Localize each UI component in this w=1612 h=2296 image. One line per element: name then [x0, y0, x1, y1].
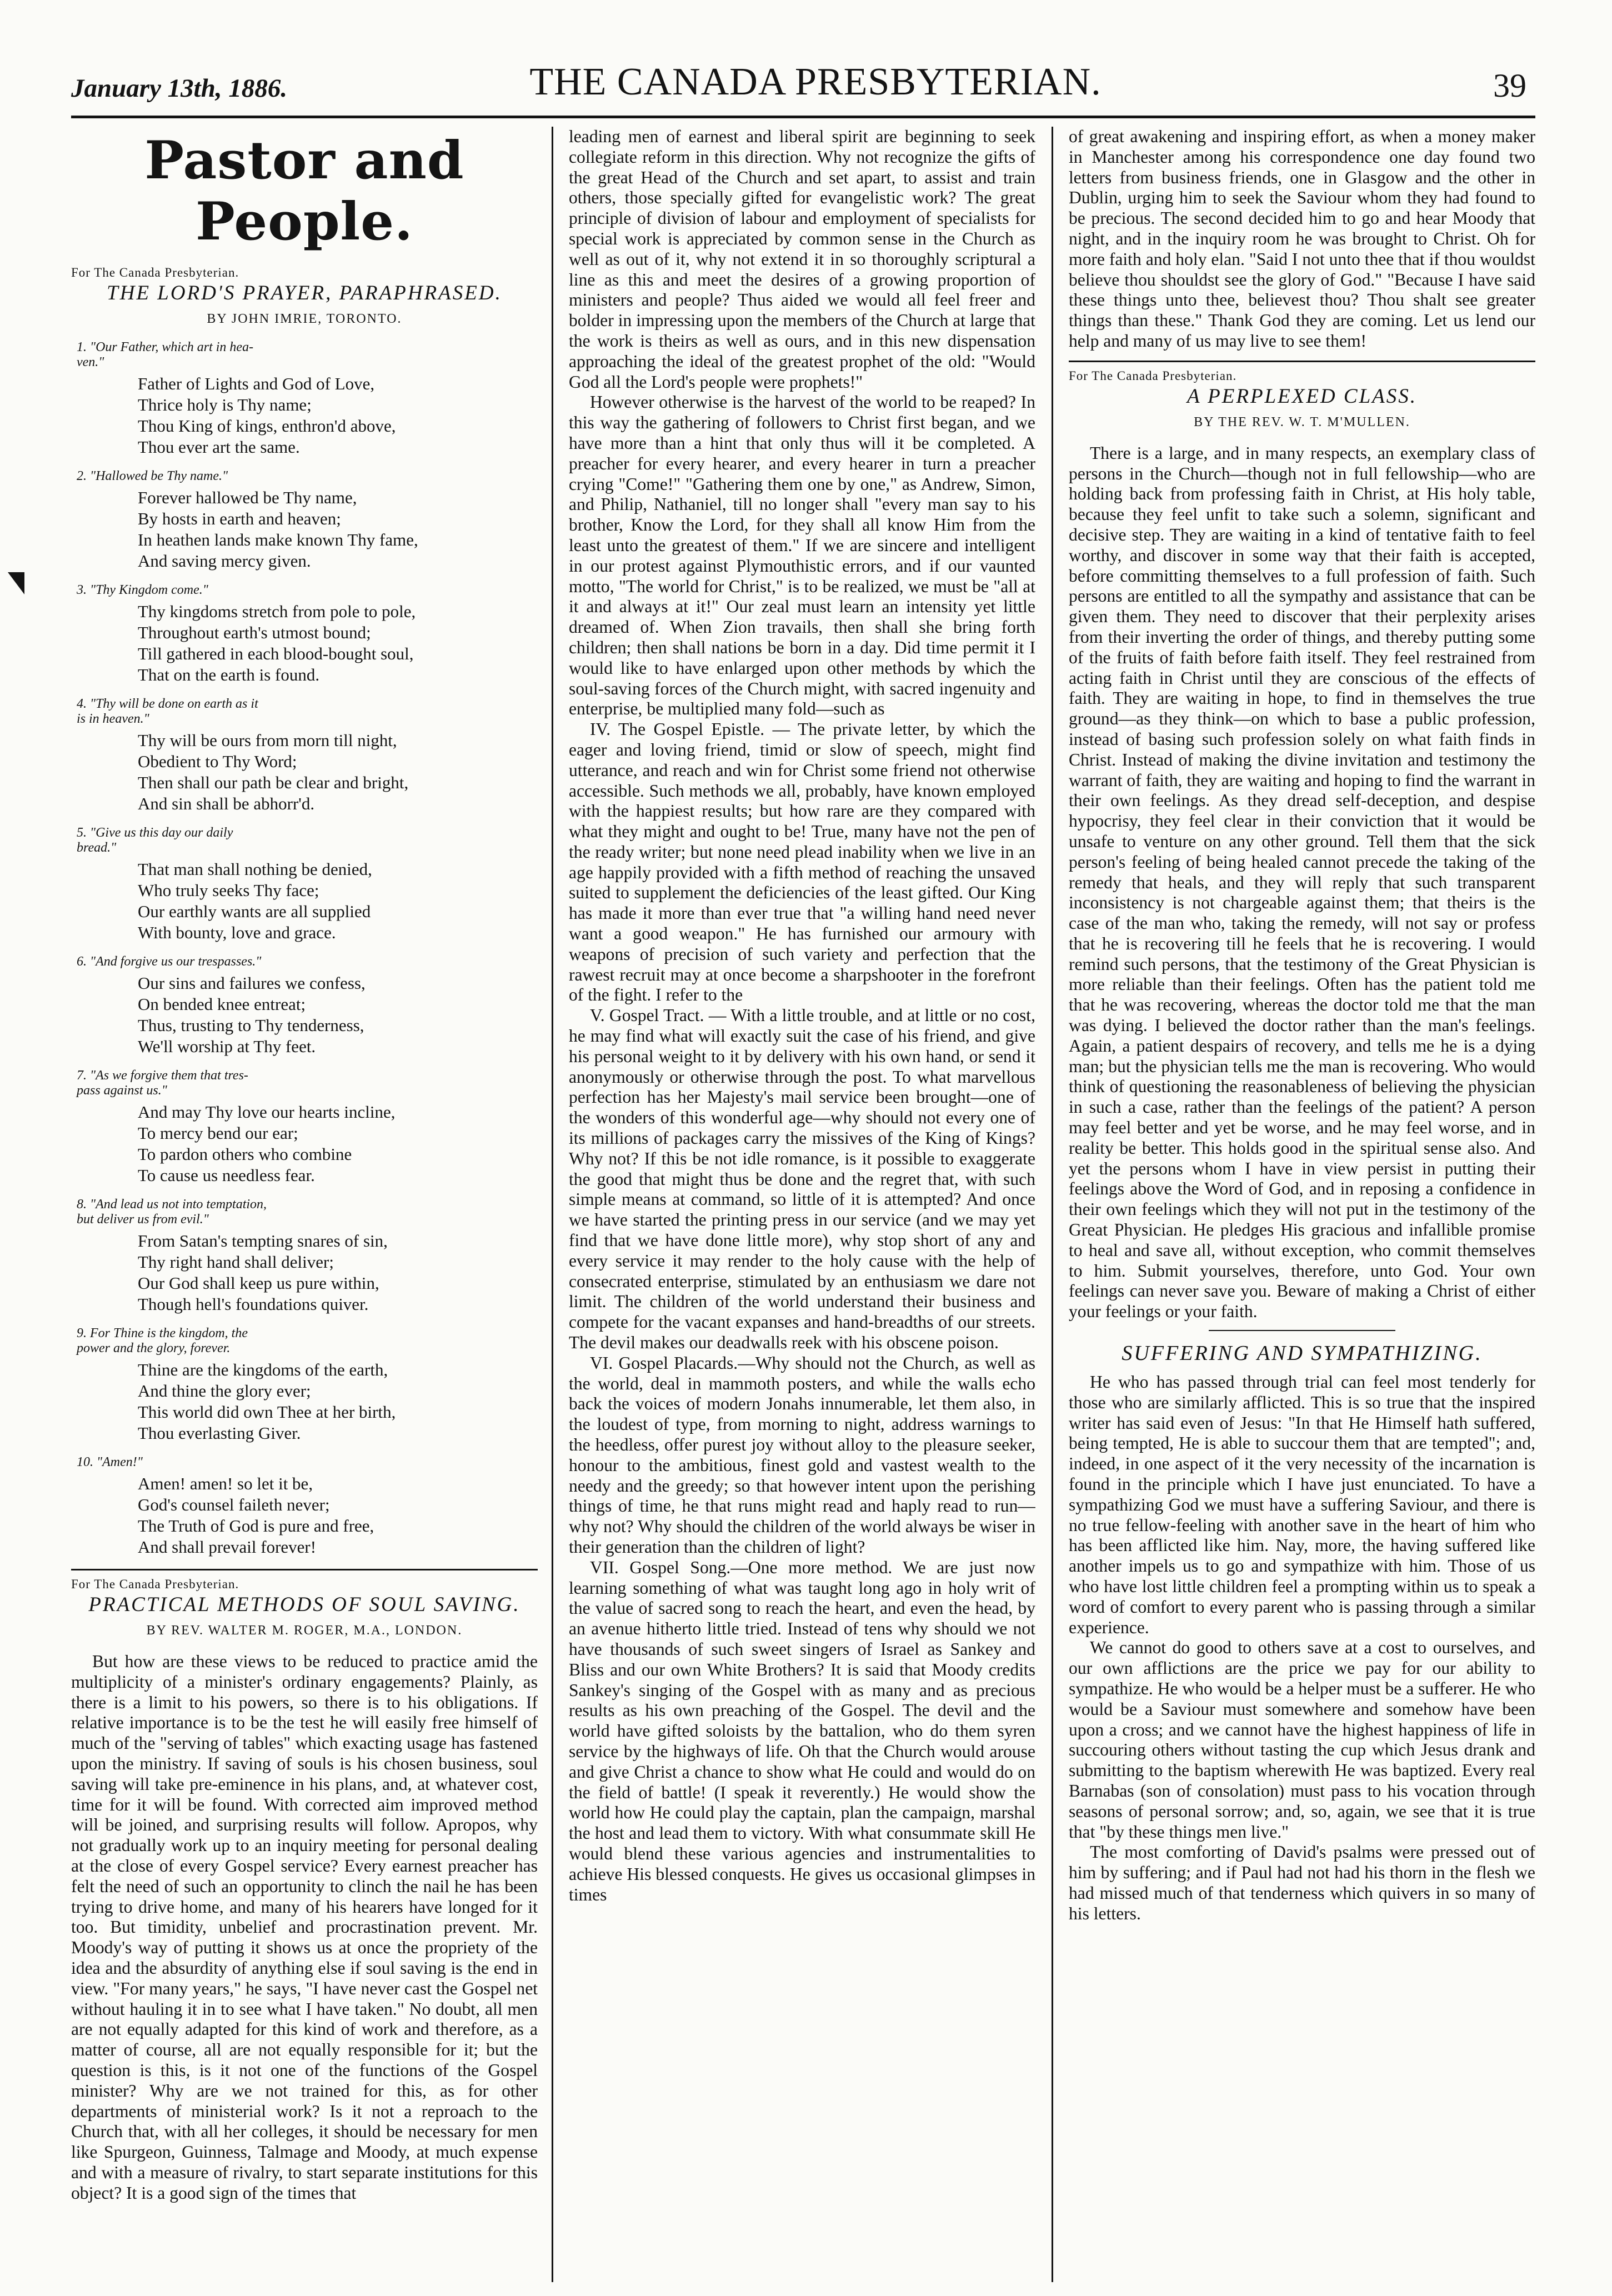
poem-stanza — [71, 1326, 538, 1444]
stanza-heading: 9. For Thine is the kingdom, the power and the glory, forever. — [77, 1326, 248, 1355]
stanza-heading: 5. "Give us this day our daily bread." — [77, 826, 233, 855]
article-paragraph: leading men of earnest and liberal spirit are beginning to seek collegiate reform in this direction. Why not recognize the gifts of the great Head of the Church and set apart, to assist and train others, those specially gifted for evangelistic work? The great principle of division of labour and employment of specialists for special work is appreciated by common sense in the Church as well as out of it, why not extend it in so thoroughly scriptural a line as this and meet the desires of a growing proportion of ministers and people? Thus aided we would all feel freer and bolder in impressing upon the members of the Church at large that the work is theirs as well as ours, and in this new dispensation approaching the ideal of the greatest prophet of the old: "Would God all the Lord's people were prophets!" — [569, 127, 1035, 392]
article-paragraph: V. Gospel Tract. — With a little trouble, and at little or no cost, he may find what will exactly suit the case of his friend, and give his personal weight to it by delivery with his own hand, or send it anonymously or otherwise through the post. To what marvellous perfection has her Majesty's mail service been brought—one of the wonders of this wonderful age—why should not every one of its millions of packages carry the missives of the King of Kings? Why not? If this be not idle romance, is it possible to exaggerate the good that might thus be done and the regret that, with such simple means at command, so little of it is attempted? And once we have started the printing press in our service (and we may yet find that we have done little more), why stop short of any and every service it may render to the holy cause with the help of consecrated enterprise, stimulated by an enthusiasm we dare not limit. The children of the world understand their business and compete for the vacant expanses and hand-breadths of our streets. The devil makes our deadwalls reek with his obscene poison. — [569, 1006, 1035, 1353]
stanza-lines: And may Thy love our hearts incline, To mercy bend our ear; To pardon others who combine To cause us needless fear. — [138, 1102, 396, 1185]
poem-stanza — [71, 826, 538, 943]
stanza-lines: That man shall nothing be denied, Who truly seeks Thy face; Our earthly wants are all supplied With bounty, love and grace. — [138, 859, 372, 942]
stanza-lines: Amen! amen! so let it be, God's counsel faileth never; The Truth of God is pure and free, And shall prevail forever! — [138, 1474, 374, 1557]
newspaper-title: THE CANADA PRESBYTERIAN. — [529, 61, 1102, 103]
article-separator — [71, 1569, 538, 1570]
poem-for-line: For The Canada Presbyterian. — [71, 266, 239, 279]
article-paragraph: of great awakening and inspiring effort, as when a money maker in Manchester among his correspondence one day found two letters from business friends, one in Glasgow and the other in Dublin, urging him to seek the Saviour whom they had found to be precious. The second decided him to go and hear Moody that night, and in the inquiry room he was brought to Christ. Oh for more faith and holy elan. "Said I not unto thee that if thou wouldst believe thou shouldst see the glory of God." "Because I have said these things unto thee, believest thou? Thou shalt see greater things than these." Thank God they are coming. Let us lend our help and many of us may live to see them! — [1069, 127, 1535, 351]
article-title: PRACTICAL METHODS OF SOUL SAVING. — [88, 1593, 520, 1616]
article-paragraph: But how are these views to be reduced to practice amid the multiplicity of a minister's ordinary engagements? Plainly, as there is a limit to his powers, so there is to his obligations. If relative importance is to be the test he will easily free himself of much of the "serving of tables" which exacting usage has fastened upon the ministry. If saving of souls is his chosen business, soul saving will take pre-eminence in his plans, and, at whatever cost, time for it will be found. With corrected aim improved method will be joined, and surprising results will follow. Apropos, why not gradually work up to an inquiry meeting for personal dealing at the close of every Gospel service? Every earnest preacher has felt the need of such an opportunity to clinch the nail he has been trying to drive home, and many of his hearers have longed for it too. But timidity, unbelief and procrastination prevent. Mr. Moody's way of putting it shows us at once the propriety of the idea and the absurdity of anything else if soul saving is the end in view. "For many years," he says, "I have never cast the Gospel net without hauling it in to see what I have taken." No doubt, all men are not equally adapted for this kind of work and therefore, as a matter of course, all are not equally responsible for it; but the question is this, is it not one of the functions of the Gospel minister? Why are we not trained for this, as for other departments of ministerial work? Is it not a reproach to the Church that, with all her colleges, it should be necessary for men like Spurgeon, Guinness, Talmage and Moody, at much expense and with a measure of rivalry, to start separate institutions for this object? It is a good sign of the times that — [71, 1652, 538, 2203]
article-paragraph: However otherwise is the harvest of the world to be reaped? In this way the gathering of followers to Christ first began, and we have more than a hint that only thus will it be completed. A preacher for every hearer, and every hearer in turn a preacher crying "Come!" "Gathering them one by one," as Andrew, Simon, and Philip, Nathaniel, till no longer shall "every man say to his brother, Know the Lord, for they shall all know Him from the least unto the greatest of them." If we are sincere and intelligent in our protest against Plymouthistic errors, and if our vaunted motto, "The world for Christ," is to be realized, we must be "all at it and always at it!" Our zeal must learn an intensity yet little dreamed of. When Zion travails, then shall she bring forth children; then shall nations be born in a day. Did time permit it I would like to have enlarged upon other methods by which the soul-saving forces of the Church might, with sacred ingenuity and enterprise, be multiplied many fold—such as — [569, 392, 1035, 719]
poem-stanza — [71, 340, 538, 458]
poem-stanza — [71, 583, 538, 686]
stanza-lines: Thine are the kingdoms of the earth, And thine the glory ever; This world did own Thee at her birth, Thou everlasting Giver. — [138, 1360, 396, 1443]
article-paragraph: IV. The Gospel Epistle. — The private letter, by which the eager and loving friend, timid or slow of speech, might find utterance, and reach and win for Christ some friend not otherwise accessible. Such methods we all, probably, have known employed with the happiest results; but how rare are they compared with what they might and ought to be! True, many have not the pen of the ready writer; but none need plead inability when we live in an age happily provided with a fifth method of reaching the unsaved suited to supplement the deficiencies of the least gifted. Our King has made it more than ever true that "a willing hand need never want a good weapon." He has furnished our armoury with weapons of precision of such variety and perfection that the rawest recruit may at once become a sharpshooter in the forefront of the fight. I refer to the — [569, 719, 1035, 1005]
stanza-lines: Thy kingdoms stretch from pole to pole, Throughout earth's utmost bound; Till gathered in each blood-bought soul, That on the earth is found. — [138, 602, 416, 684]
article-paragraph: VI. Gospel Placards.—Why should not the Church, as well as the world, deal in mammoth posters, and while the walls echo back the voices of modern Jonahs innumerable, let them also, in the loudest of type, from morning to night, address warnings to the heedless, offer purest joy without alloy to the pleasure seeker, honour to the ambitious, finest gold and vastest wealth to the needy and the greedy; so that however intent upon the perishing things of time, he that runs might read and haply read to run—why not? Why should the children of the world always be wiser in their generation than the children of light? — [569, 1353, 1035, 1557]
article-separator — [1209, 1330, 1395, 1331]
header-rule — [71, 116, 1535, 118]
article-byline: BY THE REV. W. T. M'MULLEN. — [1194, 414, 1410, 429]
poem-title: THE LORD'S PRAYER, PARAPHRASED. — [107, 282, 502, 304]
column-2 — [569, 127, 1035, 2288]
page-header — [71, 60, 1526, 110]
poem-stanza — [71, 954, 538, 1057]
article-for-line: For The Canada Presbyterian. — [1069, 368, 1237, 383]
article-title: A PERPLEXED CLASS. — [1187, 384, 1418, 408]
stanza-lines: Our sins and failures we confess, On bended knee entreat; Thus, trusting to Thy tenderness, We'll worship at Thy feet. — [138, 973, 366, 1056]
issue-date: January 13th, 1886. — [71, 74, 288, 103]
article-paragraph: VII. Gospel Song.—One more method. We are just now learning something of what was taught long ago in holy writ of the value of sacred song to reach the heart, and even the head, by an avenue hitherto little tried. Instead of tens why should we not have thousands of such sweet singers of Israel as Sankey and Bliss and our own White Brothers? It is said that Moody credits Sankey's singing of the Gospel with as many and as precious results as his own preaching of the Gospel. The devil and the world have gifted soloists by the battalion, who do them syren service by the highways of life. Oh that the Church would arouse and give Christ a chance to show what He could and would do on the field of battle! (I speak it reverently.) He would show the world how He could play the captain, plan the campaign, marshal the host and lead them to victory. With what consummate skill He would blend these various agencies and instrumentalities to achieve His blessed conquests. He gives us occasional glimpses in times — [569, 1557, 1035, 1904]
stanza-heading: 10. "Amen!" — [77, 1455, 143, 1469]
stanza-lines: From Satan's tempting snares of sin, Thy right hand shall deliver; Our God shall keep us pure within, Though hell's foundations quiver. — [138, 1231, 388, 1314]
article-paragraph: He who has passed through trial can feel most tenderly for those who are similarly afflicted. This is so true that the inspired writer has said even of Jesus: "In that He Himself hath suffered, being tempted, He is able to succour them that are tempted"; and, indeed, in one aspect of it the very necessity of the incarnation is found in the principle which I have just enunciated. To have a sympathizing God we must have a suffering Saviour, and there is no true fellow-feeling with another save in the heart of him who has been afflicted like him. Nay, more, the having suffered like another impels us to go and sympathize with him. Those of us who have lost little children feel a prompting within us to speak a word of comfort to every parent who is passing through a similar experience. — [1069, 1372, 1535, 1637]
margin-mark — [8, 572, 24, 594]
poem-stanza — [71, 1455, 538, 1558]
poem-stanza — [71, 697, 538, 814]
stanza-heading: 6. "And forgive us our trespasses." — [77, 954, 262, 969]
stanza-heading: 3. "Thy Kingdom come." — [77, 583, 208, 597]
poem-stanza — [71, 469, 538, 572]
column-3 — [1069, 127, 1535, 2288]
article-byline: BY REV. WALTER M. ROGER, M.A., LONDON. — [146, 1623, 463, 1638]
article-title: SUFFERING AND SYMPATHIZING. — [1122, 1342, 1483, 1365]
poem-stanza — [71, 1197, 538, 1315]
stanza-lines: Forever hallowed be Thy name, By hosts in earth and heaven; In heathen lands make known Thy fame, And saving mercy given. — [138, 488, 418, 571]
poem-stanza — [71, 1068, 538, 1186]
stanza-heading: 8. "And lead us not into temptation, but deliver us from evil." — [77, 1197, 267, 1227]
stanza-heading: 7. "As we forgive them that tres- pass against us." — [77, 1068, 248, 1098]
article-paragraph: The most comforting of David's psalms were pressed out of him by suffering; and if Paul had not had his thorn in the flesh we had missed much of that tenderness which quivers in so many of his letters. — [1069, 1842, 1535, 1923]
stanza-heading: 4. "Thy will be done on earth as it is in heaven." — [77, 697, 258, 726]
article-separator — [1069, 361, 1535, 362]
column-rule-2 — [1052, 127, 1053, 2282]
stanza-heading: 2. "Hallowed be Thy name." — [77, 469, 228, 483]
article-for-line: For The Canada Presbyterian. — [71, 1577, 239, 1591]
page-number: 39 — [1493, 67, 1526, 104]
section-title: Pastor and People. — [144, 130, 464, 252]
stanza-lines: Thy will be ours from morn till night, Obedient to Thy Word; Then shall our path be clear and bright, And sin shall be abhorr'd. — [138, 731, 409, 813]
column-1 — [71, 127, 538, 2288]
column-rule-1 — [552, 127, 553, 2282]
stanza-heading: 1. "Our Father, which art in hea- ven." — [77, 340, 254, 369]
poem-byline: BY JOHN IMRIE, TORONTO. — [207, 312, 402, 326]
article-paragraph: There is a large, and in many respects, an exemplary class of persons in the Church—though not in full fellowship—who are holding back from professing faith in Christ, at His holy table, because they feel unfit to take such a solemn, significant and decisive step. They are waiting in a kind of tentative faith to feel worthy, and discover in some way that their faith is accepted, before committing themselves to a full profession of faith. Such persons are entitled to all the sympathy and assistance that can be given them. They need to discover that their perplexity arises from their inverting the order of things, and thereby putting some of the fruits of faith before faith itself. They feel restrained from acting faith in Christ until they are conscious of the effects of faith. They are waiting in hope, to find in themselves the true ground—as they think—on which to base a public profession, instead of basing such profession solely on what faith finds in Christ. Instead of making the divine invitation and testimony the warrant of faith, they are waiting and hoping to find the warrant in their own feelings. As they dread self-deception, and despise hypocrisy, they feel clear in their conviction that it would be unsafe to venture on any other ground. Tell them that the sick person's feeling of being healed cannot precede the taking of the remedy that heals, and they will reply that such transparent inconsistency is not chargeable against them; that theirs is the case of the man who, taking the remedy, will not say or profess that he is recovering till he feels that he is recovering. I would remind such persons, that the testimony of the Great Physician is more reliable than their feelings. Often has the patient told me that he was recovering, whereas the doctor told me that the man was dying. I believed the doctor rather than the man's feelings. Again, a patient despairs of recovery, and tells me he is a dying man; but the physician tells me the man is recovering. Who would think of questioning the reasonableness of believing the physician in such a case, rather than the feelings of the patient? A person may feel better and yet be worse, and he may feel worse, and in reality be better. This holds good in the spiritual sense also. And yet the persons whom I have in view persist in putting their feelings above the Word of God, and in reposing a confidence in their own feelings which they will not put in the testimony of the Great Physician. He pledges His gracious and infallible promise to heal and save all, without exception, who commit themselves to him. Submit yourselves, therefore, unto God. Your own feelings can never save you. Beware of making a Christ of either your feelings or your faith. — [1069, 443, 1535, 1322]
article-paragraph: We cannot do good to others save at a cost to ourselves, and our own afflictions are the price we pay for our ability to sympathize. He who would be a helper must be a sufferer. He who would be a Saviour must somewhere and somehow have been upon a cross; and we cannot have the highest happiness of life in succouring others without tasting the cup which Jesus drank and submitting to the baptism wherewith He was baptized. Every real Barnabas (son of consolation) must pass to his vocation through seasons of personal sorrow; and, so, again, we see that it is true that "by these things men live." — [1069, 1638, 1535, 1842]
stanza-lines: Father of Lights and God of Love, Thrice holy is Thy name; Thou King of kings, enthron'd above, Thou ever art the same. — [138, 374, 396, 457]
